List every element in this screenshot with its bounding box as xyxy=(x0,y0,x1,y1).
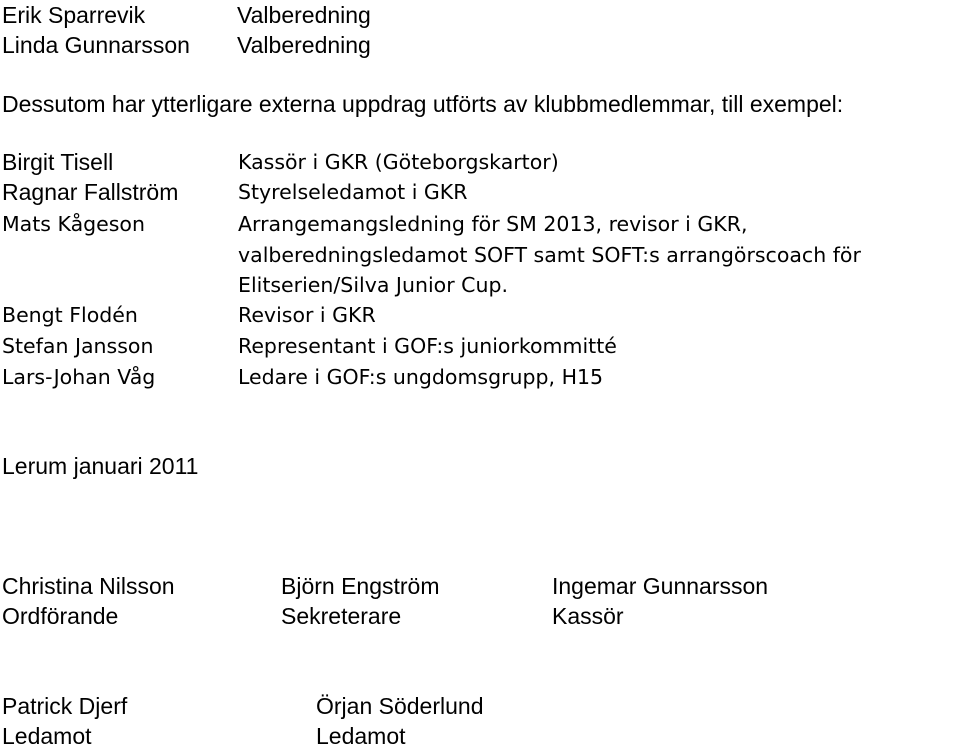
assignment-role-mats-line-2: valberedningsledamot SOFT samt SOFT:s arrangörscoach för xyxy=(238,243,861,267)
intro-text: Dessutom har ytterligare externa uppdrag utförts av klubbmedlemmar, till exempel: xyxy=(2,91,844,117)
assignment-role-mats-line-1: Arrangemangsledning för SM 2013, revisor i GKR, xyxy=(238,212,748,236)
assignment-role-ragnar: Styrelseledamot i GKR xyxy=(238,180,468,204)
valberedning-role-1: Valberedning xyxy=(237,2,371,28)
valberedning-role-2: Valberedning xyxy=(237,32,371,58)
signature-title-christina: Ordförande xyxy=(2,603,119,629)
assignment-name-ragnar: Ragnar Fallström xyxy=(2,179,179,205)
signature-title-patrick: Ledamot xyxy=(2,723,92,749)
assignment-role-bengt: Revisor i GKR xyxy=(238,303,376,327)
valberedning-name-1: Erik Sparrevik xyxy=(2,2,146,28)
assignment-name-bengt: Bengt Flodén xyxy=(2,303,138,327)
signature-title-orjan: Ledamot xyxy=(316,723,406,749)
assignment-name-birgit: Birgit Tisell xyxy=(2,149,114,175)
assignment-name-mats: Mats Kågeson xyxy=(2,212,145,236)
assignment-role-stefan: Representant i GOF:s juniorkommitté xyxy=(238,334,617,358)
valberedning-name-2: Linda Gunnarsson xyxy=(2,32,190,58)
signature-title-ingemar: Kassör xyxy=(552,603,624,629)
assignment-name-lars-johan: Lars-Johan Våg xyxy=(2,365,156,389)
signature-name-bjorn: Björn Engström xyxy=(281,573,440,599)
signature-name-christina: Christina Nilsson xyxy=(2,573,175,599)
signature-name-ingemar: Ingemar Gunnarsson xyxy=(552,573,769,599)
assignment-role-lars-johan: Ledare i GOF:s ungdomsgrupp, H15 xyxy=(238,365,604,389)
assignment-role-mats-line-3: Elitserien/Silva Junior Cup. xyxy=(238,273,508,297)
signature-name-orjan: Örjan Söderlund xyxy=(316,693,484,719)
signature-title-bjorn: Sekreterare xyxy=(281,603,402,629)
assignment-name-stefan: Stefan Jansson xyxy=(2,334,154,358)
assignment-role-birgit: Kassör i GKR (Göteborgskartor) xyxy=(238,150,559,174)
place-date: Lerum januari 2011 xyxy=(2,453,199,479)
signature-name-patrick: Patrick Djerf xyxy=(2,693,128,719)
